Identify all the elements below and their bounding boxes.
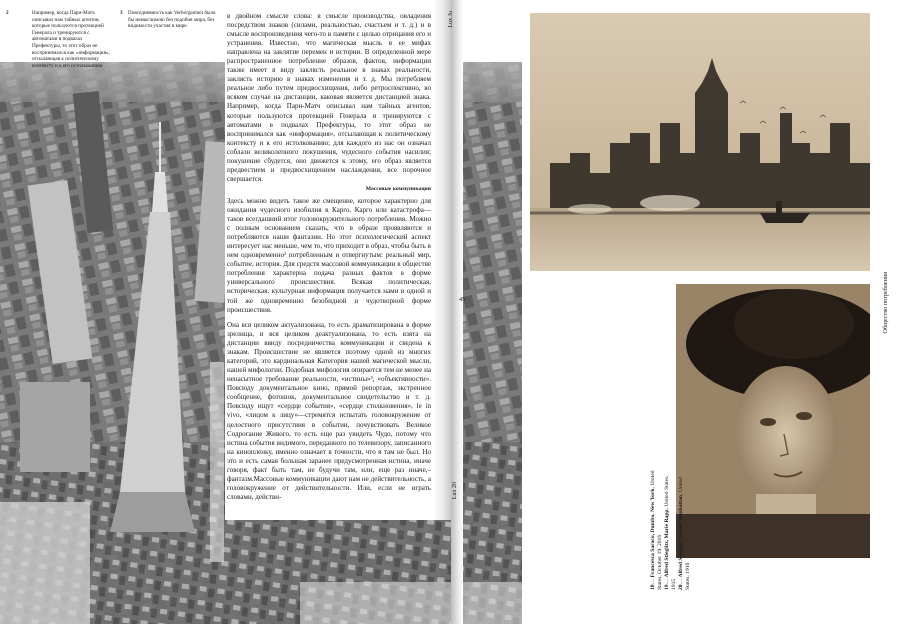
caption-item: 20.... Alfred Stieglitz, Lower Manhattan, United States, 1910 [678,476,691,590]
page-number: 45 [459,296,466,303]
body-paragraph: Она вся целиком актуализована, то есть драматизирована в форме зрелища, и вся целиком деактуализована, то есть взята на дистанции ввиду посредничества коммуникации и сведена к знакам. Происшествие не является поэтому одной из многих категорий, это кардинальная Категория нашей магической мысли, нашей мифологии. Подобная мифология опирается тем не менее на ненасытное требование реальности, «истины»³, «объективности». Повсюду документальное кино, прямой репортаж, экстренное сообщение, фотошок, документальное свидетельство и т. д. Повсюду ищут «сердце события», «сердце столкновения», le in vivo, «лицом к лицу»—стремятся испытать головокружение от целостного присутствия в событии, почувствовать Великое Содрогание Живого, то есть еще раз увидеть Чудо, потому что истина события видимого, переданного по телевизору, записанного на кинопленку, именно означает в точности, что я там не был. Но это и есть самая большая заранее предусмотренная истина, иначе говоря, факт быть там, не будучи там, или, еще раз иначе,–фантазм.Массовые коммуникации дают нам не действительность, а головокружение от действительности. Или, если не играть словами, действи- [227,321,431,501]
caption-detail: , United States, 1915 [664,475,677,590]
main-text-column [225,0,433,520]
caption-title: Alfred Stieglitz, Lower Manhattan [678,494,684,578]
section-label-text: Lux Ju [448,11,454,28]
caption-title: Alfred Stieglitz, Marie Rapp [664,509,670,578]
running-title: Общество потребления [882,272,889,334]
footnote-text: Например, когда Пари-Матч описывал нам тайных агентов, которые пользуются протекцией Генерала и тренируются с автоматами в подвалах Префектуры, то этот образ не воспринимался как «информация», отсылающая к политическому контексту и к его истолкованию [32,10,110,69]
footnote-text: Повседневность как Verborgenheit была бы немыслимою без подобия мира, без видимости участия в мире. [128,10,216,30]
page-gutter-left [433,0,451,520]
footnotes-area [0,0,225,69]
marie-rapp-portrait [676,284,870,558]
bottom-label: Lux 20 [452,482,458,500]
caption-number: 20 [678,584,684,590]
footnote-number: 2 [6,10,9,16]
body-paragraph: в двойном смысле слова: в смысле производства, овладения посредством знаков (силами, реальностью, счастьем и т. д.) и в смысле воспроизведения чего-то в памяти с целью отрицания его и устранения. Известно, что магическая мысль в ее мифах направлена на заклятие перемен и истории. В определенной мере распространенное потребление образов, фактов, информации также имеет в виду заклясть реальное в знаках реальности, заклясть историю в знаках изменения и т. д. Мы потребляем реальное либо путем предвосхищения, либо ретроспективно, во всяком случае на дистанции, каковая является дистанцией знака. Например, когда Пари-Матч описывал нам тайных агентов, которые пользуются протекцией Генерала и тренируются с автоматами в подвалах Префектуры, то этот образ не воспринимался как «информация», отсылающая к политическому контексту и к его истолкованию; для каждого из нас он означал соблазн великолепного покушения, чудесного события насилия; покушение сбудется, оно движется к этому, его образ является предвестием и предвосхищением наслаждения, все порочное свершается. [227,12,431,183]
caption-item: 18.... Francesca Saraco, Dumbo, New York, United States, October 19, 2016 [650,470,663,590]
caption-detail: , United States, October 19, 2016 [650,470,663,590]
section-label [448,11,460,33]
page-gutter-right [451,0,466,624]
photo-captions [650,470,691,590]
caption-detail: , United States, 1910 [678,476,691,590]
caption-title: Francesca Saraco, Dumbo, New York [650,488,656,578]
caption-item: 19.... Alfred Stieglitz, Marie Rapp, United States, 1915 [664,475,677,590]
section-subheading: Массовые коммуникации [365,186,431,192]
footnote-number: 3 [120,10,123,16]
caption-number: 19 [664,584,670,590]
caption-number: 18 [650,584,656,590]
body-paragraph: Здесь можно видеть такое же смещение, которое характерно для ожидания чудесного изобилия в Карго. Карго или катастрофа—таков всегдашний итог головокружительного потребления. Можно с полным основанием сказать, что в образе проявляются и потребляются наши фантазии. Но этот психологический аспект интересует нас меньше, чем то, что приходит в образ, чтобы быть в нем одновременно² потребленным и отвергнутым: реальный мир, событие, история. Для средств массовой коммуникации в обществе потребления характерна подача разных фактов в форме универсального происшествия. Всякая политическая, историческая, культурная информация получается нами в одной и той же одновременно безобидной и чудотворной форме происшествия. [227,197,431,314]
lower-manhattan-photo [530,13,870,271]
